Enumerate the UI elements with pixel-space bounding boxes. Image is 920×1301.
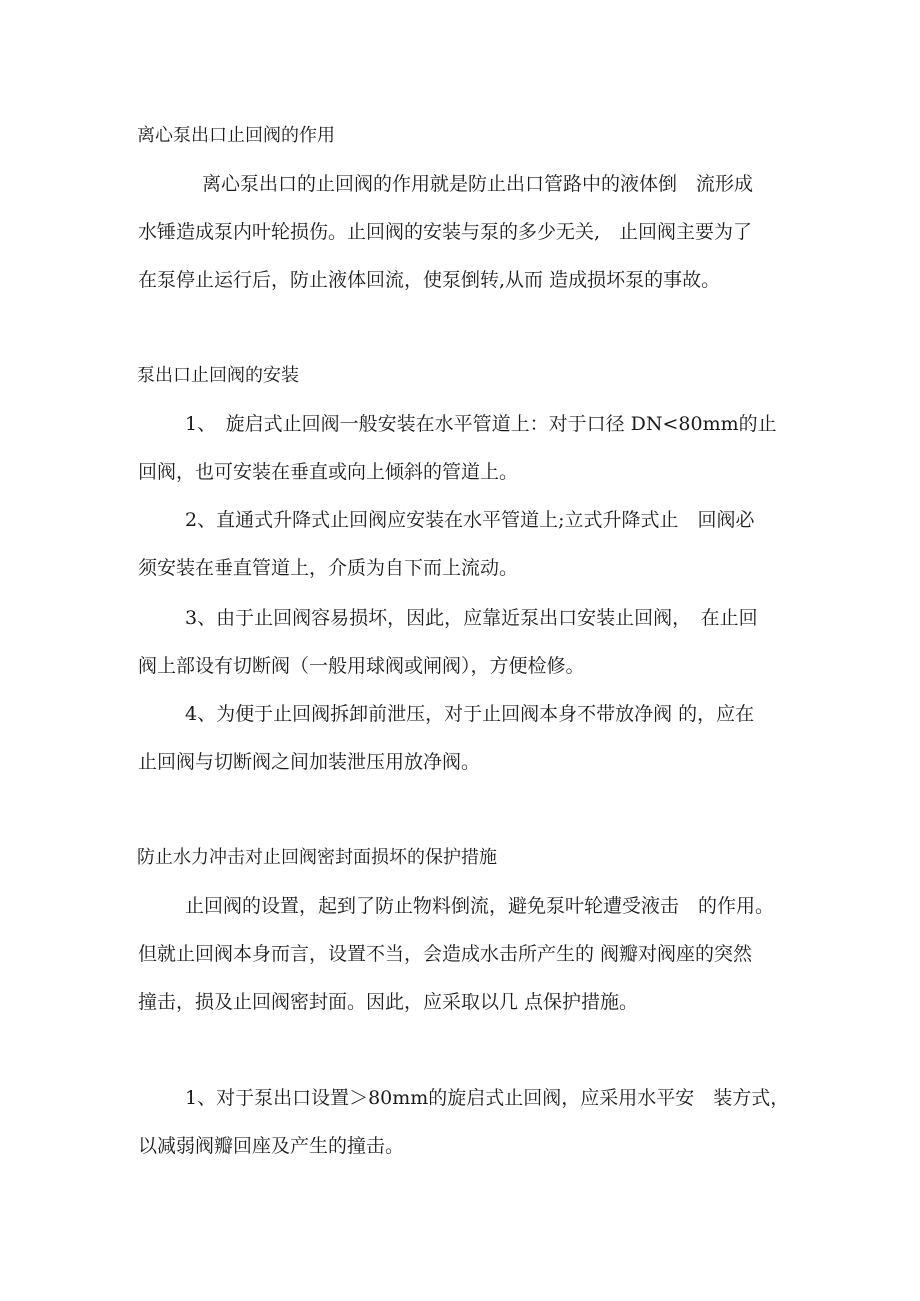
section-2-line-2: 回阀，也可安装在垂直或向上倾斜的管道上。	[138, 461, 519, 483]
section-3-line-2: 但就止回阀本身而言，设置不当，会造成水击所产生的 阀瓣对阀座的突然	[138, 943, 753, 965]
section-2-line-5: 3、由于止回阀容易损坏，因此，应靠近泵出口安装止回阀， 在止回	[185, 607, 758, 629]
section-1-heading: 离心泵出口止回阀的作用	[137, 125, 335, 146]
section-3-line-3: 撞击，损及止回阀密封面。因此，应采取以几 点保护措施。	[138, 991, 639, 1013]
section-1-line-2: 水锤造成泵内叶轮损伤。止回阀的安装与泵的多少无关, 止回阀主要为了	[138, 221, 753, 243]
section-2-line-3: 2、直通式升降式止回阀应安装在水平管道上;立式升降式止 回阀必	[185, 509, 755, 531]
section-3-line-1: 止回阀的设置，起到了防止物料倒流，避免泵叶轮遭受液击 的作用。	[185, 895, 775, 917]
section-2-line-1: 1、 旋启式止回阀一般安装在水平管道上：对于口径 DN<80mm的止	[185, 413, 777, 435]
section-2-line-8: 止回阀与切断阀之间加装泄压用放净阀。	[138, 751, 481, 773]
section-2-line-6: 阀上部设有切断阀（一般用球阀或闸阀），方便检修。	[138, 655, 585, 677]
section-2-line-4: 须安装在垂直管道上，介质为自下而上流动。	[138, 557, 519, 579]
section-2-line-7: 4、为便于止回阀拆卸前泄压，对于止回阀本身不带放净阀 的，应在	[185, 703, 755, 725]
section-1-line-3: 在泵停止运行后，防止液体回流，使泵倒转,从而 造成损坏泵的事故。	[138, 269, 721, 291]
section-1-line-1: 离心泵出口的止回阀的作用就是防止出口管路中的液体倒 流形成	[202, 173, 754, 195]
section-3-line-4: 1、对于泵出口设置＞80mm的旋启式止回阀，应采用水平安 装方式，	[185, 1087, 790, 1109]
section-3-heading: 防止水力冲击对止回阀密封面损坏的保护措施	[137, 847, 497, 868]
section-2-heading: 泵出口止回阀的安装	[137, 365, 299, 386]
section-3-line-5: 以减弱阀瓣回座及产生的撞击。	[138, 1135, 405, 1157]
